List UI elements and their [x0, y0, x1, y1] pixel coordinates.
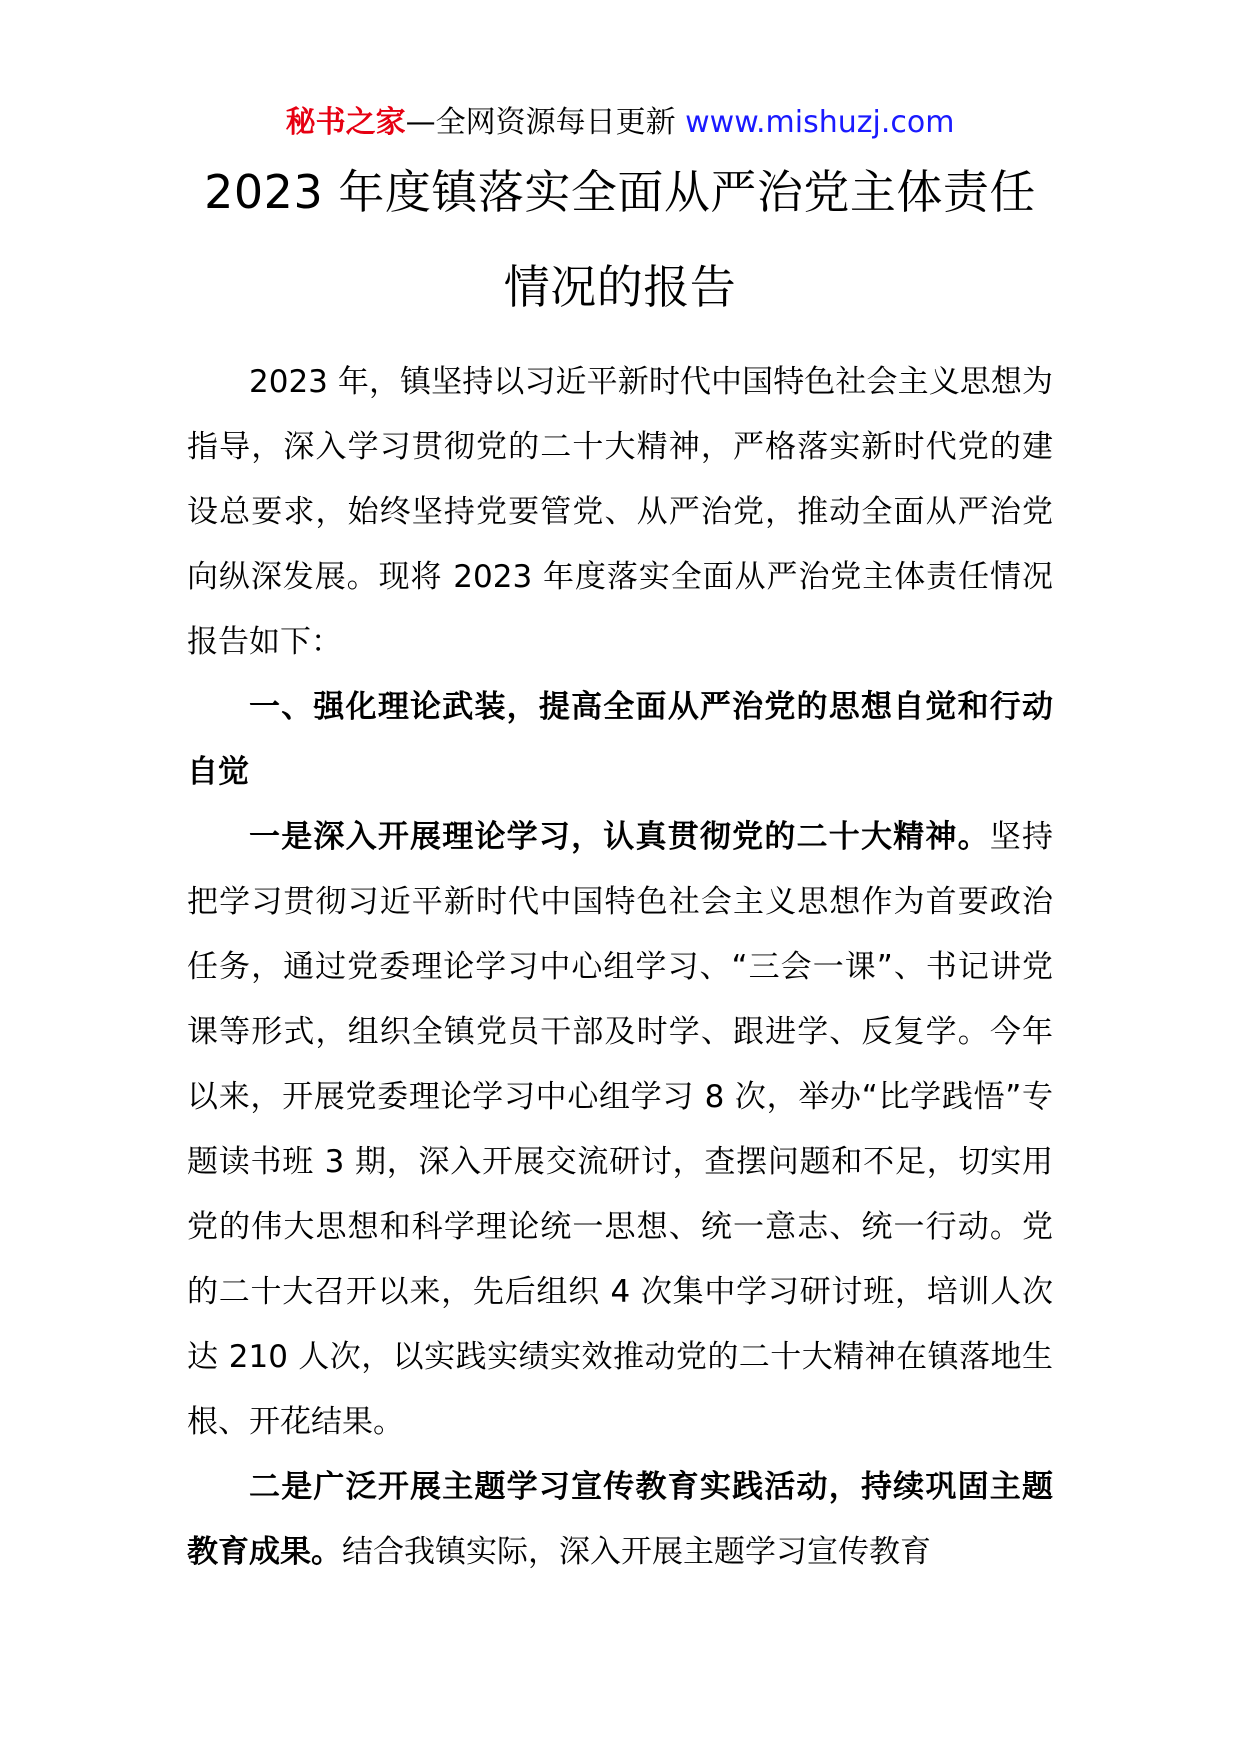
document-title-line-2: 情况的报告: [503, 260, 737, 314]
item-2-text: 结合我镇实际，深入开展主题学习宣传教育: [342, 1534, 931, 1570]
header-tagline: —全网资源每日更新: [405, 105, 686, 140]
section-heading-1: 一、强化理论武装，提高全面从严治党的思想自觉和行动自觉: [187, 689, 1053, 790]
brand-name: 秘书之家: [285, 105, 406, 140]
site-header: [0, 100, 1240, 146]
item-1-lead: 一是深入开展理论学习，认真贯彻党的二十大精神。: [249, 819, 990, 855]
item-2-lead: 二是广泛开展主题学习宣传教育实践活动，持续巩固主题教育成果。: [187, 1469, 1053, 1570]
intro-paragraph: 2023 年，镇坚持以习近平新时代中国特色社会主义思想为指导，深入学习贯彻党的二十大精神，严格落实新时代党的建设总要求，始终坚持党要管党、从严治党，推动全面从严治党向纵深发展。现将 2023 年度落实全面从严治党主体责任情况报告如下：: [187, 364, 1053, 660]
item-paragraph-1: [187, 805, 1053, 1455]
document-title-line-1: 2023 年度镇落实全面从严治党主体责任: [204, 165, 1036, 219]
item-1-text: 坚持把学习贯彻习近平新时代中国特色社会主义思想作为首要政治任务，通过党委理论学习中心组学习、“三会一课”、书记讲党课等形式，组织全镇党员干部及时学、跟进学、反复学。今年以来，开展党委理论学习中心组学习 8 次，举办“比学践悟”专题读书班 3 期，深入开展交流研讨，查摆问题和不足，切实用党的伟大思想和科学理论统一思想、统一意志、统一行动。党的二十大召开以来，先后组织 4 次集中学习研讨班，培训人次达 210 人次，以实践实绩实效推动党的二十大精神在镇落地生根、开花结果。: [187, 819, 1054, 1440]
document-body: [187, 350, 1053, 1585]
item-paragraph-2: [187, 1455, 1053, 1585]
site-url-link[interactable]: www.mishuzj.com: [685, 105, 955, 140]
